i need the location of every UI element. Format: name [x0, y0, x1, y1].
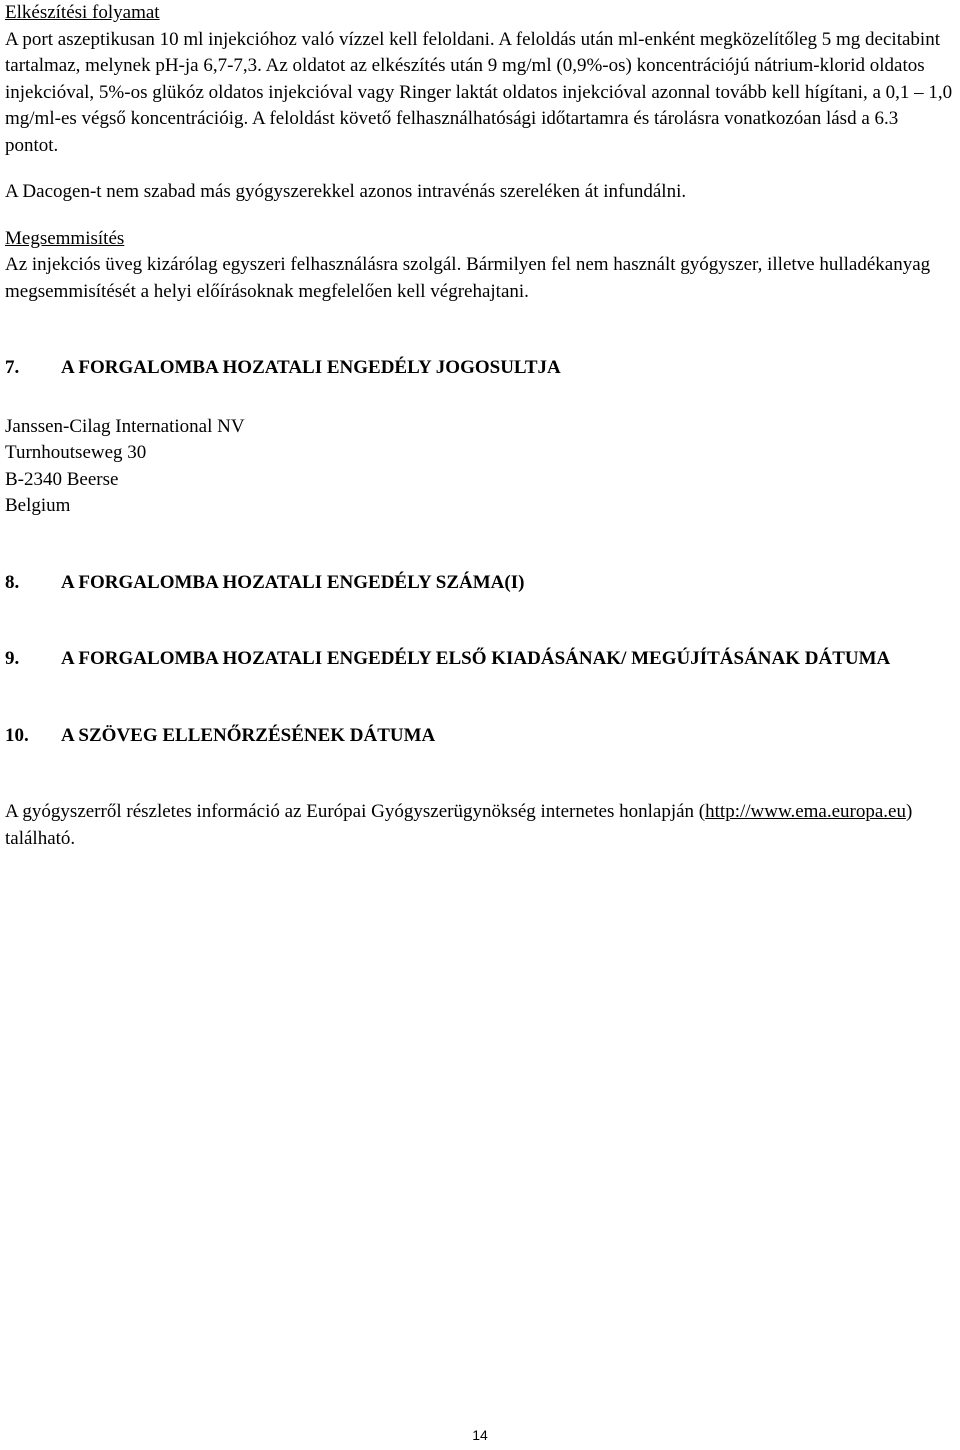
infusion-note: A Dacogen-t nem szabad más gyógyszerekkel azonos intravénás szereléken át infundálni.	[5, 181, 687, 202]
holder-name: Janssen-Cilag International NV	[5, 415, 245, 437]
section-8-heading	[5, 570, 955, 597]
info-paragraph	[5, 799, 955, 852]
section-8-title: A FORGALOMBA HOZATALI ENGEDÉLY SZÁMA(I)	[61, 571, 525, 593]
page-number: 14	[472, 1427, 488, 1443]
section-10-heading	[5, 723, 955, 750]
section-10-number: 10.	[5, 724, 29, 746]
disposal-paragraph: Az injekciós üveg kizárólag egyszeri felhasználásra szolgál. Bármilyen fel nem használt gyógyszer, illetve hulladékanyag megsemmisítését a helyi előírásoknak megfelelően kell végrehajtani.	[5, 254, 931, 302]
section-9-heading	[5, 646, 955, 673]
holder-country: Belgium	[5, 495, 71, 516]
section-7-number: 7.	[5, 357, 20, 378]
holder-address	[5, 414, 955, 520]
section-7-heading	[5, 355, 955, 382]
section-8-number: 8.	[5, 571, 20, 593]
section-9-number: 9.	[5, 648, 20, 669]
info-text-before: A gyógyszerről részletes információ az Európai Gyógyszerügynökség internetes honlapján (	[5, 801, 706, 822]
ema-website-link[interactable]: http://www.ema.europa.eu	[705, 801, 906, 822]
preparation-paragraph: A port aszeptikusan 10 ml injekcióhoz való vízzel kell feloldani. A feloldás után ml-enként megközelítőleg 5 mg decitabint tartalmaz, melynek pH-ja 6,7-7,3. Az oldatot az elkészítés után 9 mg/ml (0,9%-os) koncentrációjú nátrium-klorid oldatos injekcióval, 5%-os glükóz oldatos injekcióval vagy Ringer laktát oldatos injekcióval azonnal tovább kell hígítani, a 0,1 – 1,0 mg/ml-es végső koncentrációig. A feloldást követő felhasználhatósági időtartamra és tárolásra vonatkozóan lásd a 6.3 pontot.	[5, 28, 953, 156]
document-page	[5, 0, 955, 852]
disposal-heading: Megsemmisítés	[5, 227, 125, 249]
info-text-after: ) található.	[5, 801, 913, 849]
holder-street: Turnhoutseweg 30	[5, 442, 147, 463]
section-7-title: A FORGALOMBA HOZATALI ENGEDÉLY JOGOSULTJA	[61, 357, 561, 378]
section-9-title: A FORGALOMBA HOZATALI ENGEDÉLY ELSŐ KIADÁSÁNAK/ MEGÚJÍTÁSÁNAK DÁTUMA	[61, 648, 891, 669]
holder-city: B-2340 Beerse	[5, 468, 119, 490]
preparation-heading: Elkészítési folyamat	[5, 2, 160, 23]
section-10-title: A SZÖVEG ELLENŐRZÉSÉNEK DÁTUMA	[61, 724, 436, 746]
